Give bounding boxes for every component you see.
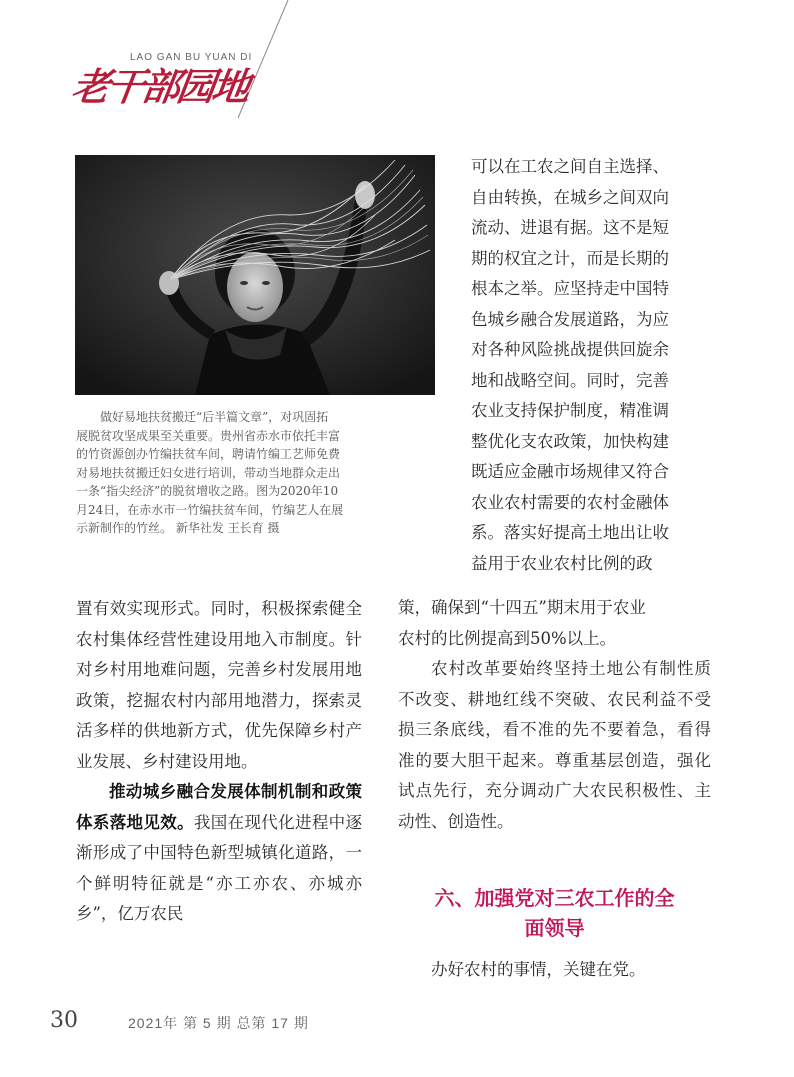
caption-line: 展脱贫攻坚成果至关重要。贵州省赤水市依托丰富	[76, 428, 341, 443]
text-line: 地和战略空间。同时，完善	[471, 370, 669, 390]
issue-info: 2021年 第 5 期 总第 17 期	[128, 1015, 309, 1031]
closing-paragraph: 办好农村的事情，关键在党。	[431, 960, 646, 979]
section-heading-line: 六、加强党对三农工作的全	[434, 886, 675, 910]
magazine-logo: 老干部园地	[68, 64, 251, 109]
caption-line: 做好易地扶贫搬迁“后半篇文章”，对巩固拓	[100, 410, 329, 424]
article-right-column-top	[471, 152, 711, 579]
section-heading	[398, 883, 711, 943]
text-line: 农业农村需要的农村金融体	[471, 492, 669, 512]
text-line: 既适应金融市场规律又符合	[471, 462, 669, 481]
photo-caption	[76, 408, 436, 538]
magazine-name-english: LAO GAN BU YUAN DI	[130, 52, 253, 63]
caption-line: 一条“指尖经济”的脱贫增收之路。图为2020年10	[76, 484, 339, 498]
page-number: 30	[50, 1008, 78, 1033]
text-line: 益用于农业农村比例的政	[471, 553, 653, 573]
text-line: 色城乡融合发展道路，为应	[471, 309, 669, 329]
paragraph-lead: 推动城乡融合发展体制机制和政策体系落地见效。	[76, 782, 362, 832]
bamboo-artisan-image	[75, 155, 435, 395]
text-line: 农村的比例提高到50%以上。	[398, 628, 617, 648]
text-line: 可以在工农之间自主选择、	[471, 157, 669, 176]
section-heading-line: 面领导	[524, 916, 585, 940]
caption-line: 的竹资源创办竹编扶贫车间，聘请竹编工艺师免费	[76, 447, 341, 461]
text-line: 流动、进退有据。这不是短	[471, 218, 669, 237]
text-line: 自由转换，在城乡之间双向	[471, 187, 669, 207]
text-line: 策，确保到“十四五”期末用于农业	[398, 598, 646, 617]
text-line: 期的权宜之计，而是长期的	[471, 248, 669, 268]
text-line: 对各种风险挑战提供回旋余	[471, 340, 669, 359]
paragraph	[76, 777, 362, 930]
paragraph: 农村改革要始终坚持土地公有制性质不改变、耕地红线不突破、农民利益不受损三条底线，看不准的先不要着急，看得准的要大胆干起来。尊重基层创造，强化试点先行，充分调动广大农民积极性、主动性、创造性。	[398, 659, 711, 831]
text-line: 整优化支农政策，加快构建	[471, 431, 669, 451]
paragraph-body: 我国在现代化进程中逐渐形成了中国特色新型城镇化道路，一个鲜明特征就是“亦工亦农、亦城亦乡”，亿万农民	[76, 812, 362, 923]
caption-line: 对易地扶贫搬迁妇女进行培训，带动当地群众走出	[76, 465, 341, 480]
text-line: 农业支持保护制度，精准调	[471, 401, 669, 420]
caption-line: 月24日，在赤水市一竹编扶贫车间，竹编艺人在展	[76, 502, 344, 517]
article-right-column-bottom	[398, 593, 711, 837]
article-photo	[75, 155, 435, 395]
caption-line: 示新制作的竹丝。 新华社发 王长育 摄	[76, 521, 280, 535]
text-line: 根本之举。应坚持走中国特	[471, 279, 669, 298]
article-left-column	[76, 594, 362, 930]
text-line: 系。落实好提高土地出让收	[471, 523, 669, 542]
paragraph: 置有效实现形式。同时，积极探索健全农村集体经营性建设用地入市制度。针对乡村用地难问题，完善乡村发展用地政策，挖掘农村内部用地潜力，探索灵活多样的供地新方式，优先保障乡村产业发展、乡村建设用地。	[76, 599, 362, 771]
